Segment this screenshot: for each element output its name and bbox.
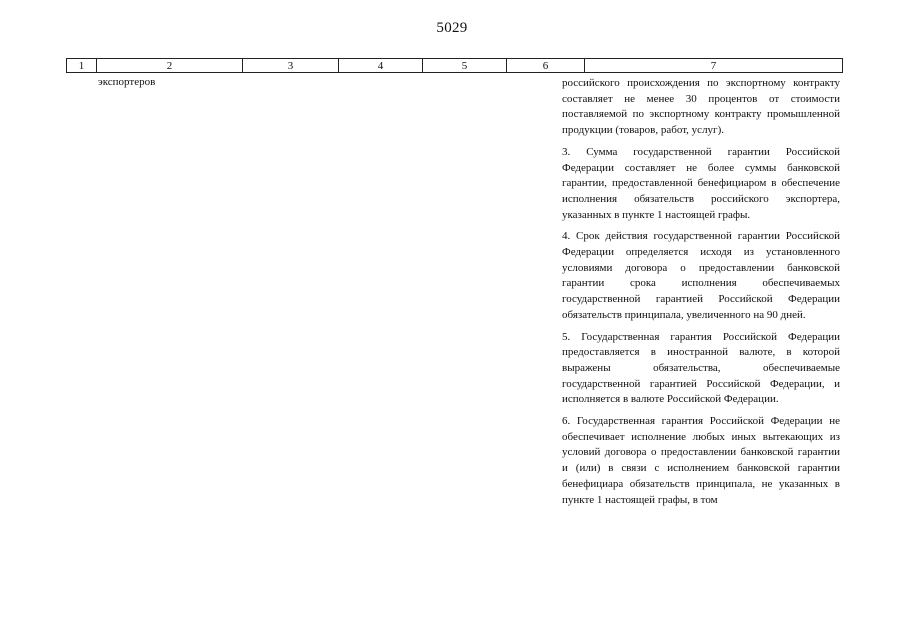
- column-7-paragraph: 6. Государственная гарантия Российской Федерации не обеспечивает исполнение любых иных вытекающих из условий договора о предоставлении банковской гарантии и (или) в связи с исполнением банковской гарантии бенефициара обязательств принципала, не указанных в пункте 1 настоящей графы, в том: [562, 415, 840, 506]
- column-7-paragraph: 3. Сумма государственной гарантии Российской Федерации составляет не более суммы банковской гарантии, предоставленной бенефициаром в обеспечение исполнения обязательств российского экспортера, указанных в пункте 1 настоящей графы.: [562, 145, 840, 221]
- column-header-row: [67, 59, 843, 73]
- column-2-text: экспортеров: [98, 76, 156, 88]
- column-7-body: [562, 76, 840, 514]
- column-header-4: 4: [339, 59, 423, 73]
- column-header-5: 5: [423, 59, 507, 73]
- page-number: 5029: [436, 20, 468, 36]
- column-header-1: 1: [67, 59, 97, 73]
- column-7-paragraph: 4. Срок действия государственной гарантии Российской Федерации определяется исходя из установленного условиями договора о предоставлении банковской гарантии срока исполнения обеспечиваемых государственной гарантией Российской Федерации обязательств принципала, увеличенного на 90 дней.: [562, 230, 840, 321]
- column-header-7: 7: [585, 59, 843, 73]
- column-7-paragraph: российского происхождения по экспортному контракту составляет не менее 30 процентов от стоимости поставляемой по экспортному контракту промышленной продукции (товаров, работ, услуг).: [562, 77, 840, 137]
- column-7-paragraph: 5. Государственная гарантия Российской Федерации предоставляется в иностранной валюте, в которой выражены обязательства, обеспечиваемые государственной гарантией Российской Федерации, и исполняется в валюте Российской Федерации.: [562, 330, 840, 406]
- column-header-table: [66, 58, 843, 73]
- column-header-2: 2: [97, 59, 243, 73]
- column-header-6: 6: [507, 59, 585, 73]
- column-header-3: 3: [243, 59, 339, 73]
